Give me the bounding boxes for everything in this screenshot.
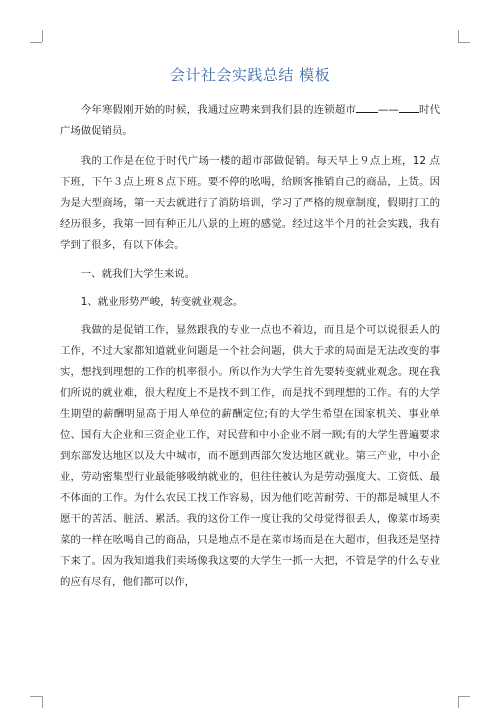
paragraph-employment: 我做的是促销工作，显然跟我的专业一点也不着边，而且是个可以说很丢人的工作，不过大家都知道就业问题是一个社会问题，供大于求的局面是无法改变的事实，想找到理想的工作的机率很小。所以作为大学生首先要转变就业观念。现在我们所说的就业难，很大程度上不是找不到工作，而是找不到理想的工作。有的大学生期望的薪酬明显高于用人单位的薪酬定位;有的大学生希望在国家机关、事业单位、国有大企业和三资企业工作，对民营和中小企业不屑一顾;有的大学生普遍要求到东部发达地区以及大中城市，而不愿到西部欠发达地区就业。第三产业，中小企业，劳动密集型行业最能够吸纳就业的，但往往被认为是劳动强度大、工资低、最不体面的工作。为什么农民工找工作容易，因为他们吃苦耐劳、干的都是城里人不愿干的苦活、脏活、累活。我的这份工作一度让我的父母觉得很丢人，像菜市场卖菜的一样在吆喝自己的商品，只是地点不是在菜市场而是在大超市，但我还是坚持下来了。因为我知道我们卖场像我这要的大学生一抓一大把，不管是学的什么专业的应有尽有，他们都可以作，: [60, 324, 440, 588]
paragraph-intro: [60, 100, 440, 142]
crop-mark-top-right-v: [458, 30, 459, 42]
crop-mark-top-left-h: [30, 42, 42, 43]
crop-mark-bottom-left-h: [30, 696, 42, 697]
paragraph-work: 我的工作是在位于时代广场一楼的超市部做促销。每天早上９点上班，12 点下班，下午３点上班８点下班。要不停的吆喝，给顾客推销自己的商品，上货。因为是大型商场，第一天去就进行了消防培训，学习了严格的规章制度，假期打工的经历很多，我第一回有种正儿八景的上班的感觉。经过这半个月的社会实践，我有学到了很多，有以下体会。: [60, 154, 440, 251]
document-title: 会计社会实践总结 模板: [169, 66, 331, 84]
intro-text-start: 今年寒假刚开始的时候，我通过应聘来到我们县的连锁超市: [80, 104, 357, 116]
crop-mark-top-right-h: [458, 42, 470, 43]
section-heading: 一、就我们大学生来说。: [80, 268, 196, 280]
crop-mark-bottom-right-v: [458, 696, 459, 708]
crop-mark-bottom-left-v: [42, 696, 43, 708]
intro-dash: ——: [378, 104, 399, 116]
crop-mark-bottom-right-h: [458, 696, 470, 697]
subsection-heading: 1、就业形势严峻，转变就业观念。: [80, 296, 244, 308]
crop-mark-top-left-v: [42, 30, 43, 42]
document-body: [60, 100, 440, 602]
blank-line: [356, 100, 378, 113]
blank-line: [399, 100, 419, 113]
intro-text-end: 时代广场做促销员。: [60, 104, 441, 137]
